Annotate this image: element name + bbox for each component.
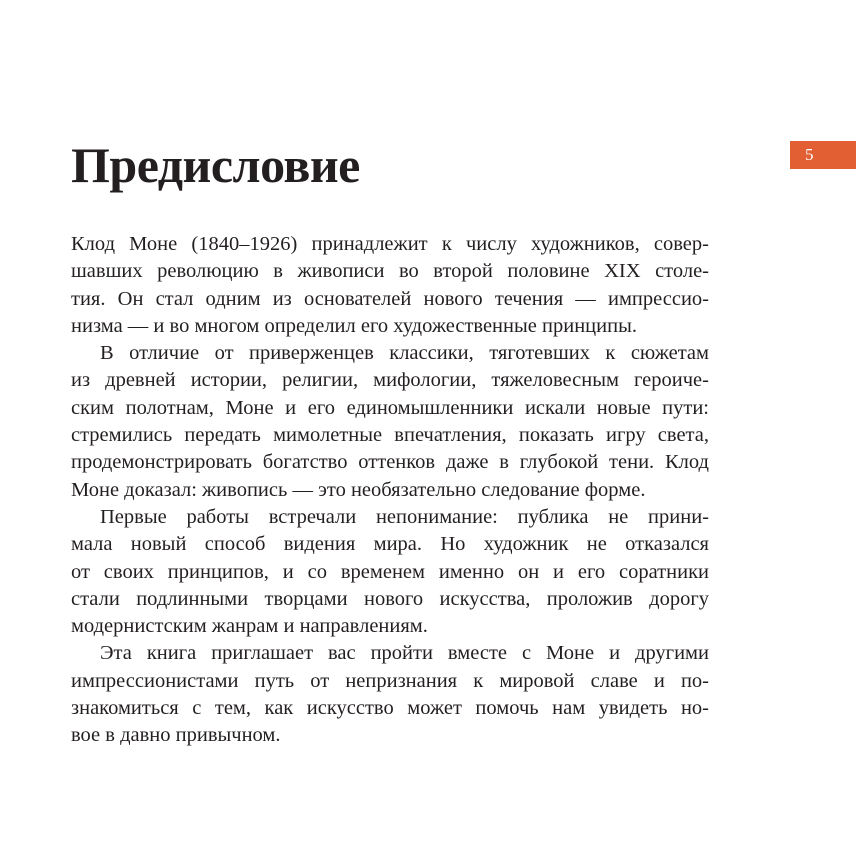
text-line: ским полотнам, Моне и его единомышленники искали новые пути: [71, 396, 709, 419]
text-line: модернистским жанрам и направлениям. [71, 615, 428, 638]
text-line: стали подлинными творцами нового искусства, проложив дорогу [71, 587, 709, 610]
text-line: Клод Моне (1840–1926) принадлежит к числу художников, совер- [71, 233, 709, 255]
text-line: Моне доказал: живопись — это необязательно следование форме. [71, 478, 646, 501]
text-line: стремились передать мимолетные впечатления, показать игру света, [71, 424, 709, 447]
text-line: Первые работы встречали непонимание: публика не прини- [100, 505, 709, 528]
text-line: Эта книга приглашает вас пройти вместе с Моне и другими [100, 642, 709, 665]
text-line: мала новый способ видения мира. Но художник не отказался [71, 533, 709, 556]
text-line: от своих принципов, и со временем именно он и его соратники [71, 560, 709, 583]
text-line: тия. Он стал одним из основателей нового течения — импрессио- [71, 287, 709, 310]
text-line: шавших революцию в живописи во второй половине XIX столе- [71, 260, 709, 283]
text-line: импрессионистами путь от непризнания к мировой славе и по- [71, 669, 709, 692]
text-line: знакомиться с тем, как искусство может помочь нам увидеть но- [71, 697, 709, 720]
page-title: Предисловие [71, 137, 360, 193]
text-line: продемонстрировать богатство оттенков даже в глубокой тени. Клод [71, 451, 709, 474]
text-line: вое в давно привычном. [71, 724, 281, 747]
text-line: В отличие от приверженцев классики, тяготевших к сюжетам [100, 342, 709, 365]
text-line: низма — и во многом определил его художественные принципы. [71, 314, 637, 337]
body-text [71, 231, 709, 750]
text-line: из древней истории, религии, мифологии, тяжеловесным героиче- [71, 369, 709, 392]
page-number-tab: 5 [790, 141, 856, 169]
